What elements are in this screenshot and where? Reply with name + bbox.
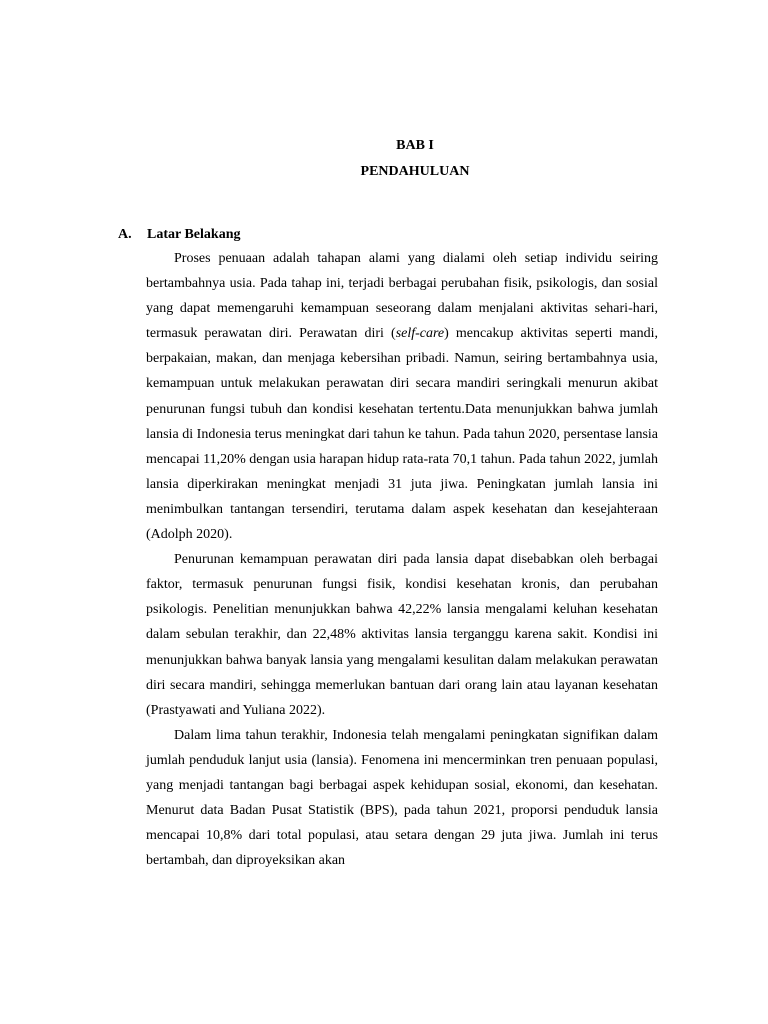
paragraph-3: Dalam lima tahun terakhir, Indonesia telah mengalami peningkatan signifikan dalam jumlah penduduk lanjut usia (lansia). Fenomena ini mencerminkan tren penuaan populasi, yang menjadi tantangan bagi berbagai aspek kehidupan sosial, ekonomi, dan kesehatan. Menurut data Badan Pusat Statistik (BPS), pada tahun 2021, proporsi penduduk lansia mencapai 10,8% dari total populasi, atau setara dengan 29 juta jiwa. Jumlah ini terus bertambah, dan diproyeksikan akan (146, 727, 658, 869)
section-heading (118, 226, 240, 244)
section-label: A. (118, 227, 132, 242)
paragraph-2: Penurunan kemampuan perawatan diri pada lansia dapat disebabkan oleh berbagai faktor, termasuk penurunan fungsi fisik, kondisi kesehatan kronis, dan perubahan psikologis. Penelitian menunjukkan bahwa 42,22% lansia mengalami keluhan kesehatan dalam sebulan terakhir, dan 22,48% aktivitas lansia terganggu karena sakit. Kondisi ini menunjukkan bahwa banyak lansia yang mengalami kesulitan dalam melakukan perawatan diri secara mandiri, sehingga memerlukan bantuan dari orang lain atau layanan kesehatan (Prastyawati and Yuliana 2022). (146, 552, 658, 718)
body-text (146, 246, 658, 873)
chapter-number: BAB I (396, 138, 434, 153)
chapter-title: PENDAHULUAN (360, 164, 470, 179)
paragraph-1-text-after: ) mencakup aktivitas seperti mandi, berpakaian, makan, dan menjaga kebersihan pribadi. Namun, seiring bertambahnya usia, kemampuan untuk melakukan perawatan diri secara mandiri seringkali menurun akibat penurunan fungsi tubuh dan kondisi kesehatan tertentu.Data menunjukkan bahwa jumlah lansia di Indonesia terus meningkat dari tahun ke tahun. Pada tahun 2020, persentase lansia mencapai 11,20% dengan usia harapan hidup rata-rata 70,1 tahun. Pada tahun 2022, jumlah lansia diperkirakan meningkat menjadi 31 juta jiwa. Peningkatan jumlah lansia ini menimbulkan tantangan tersendiri, terutama dalam aspek kesehatan dan kesejahteraan (Adolph 2020). (146, 326, 658, 543)
paragraph-1-italic-term: self-care (395, 326, 445, 342)
paragraph-1 (146, 246, 658, 547)
section-title: Latar Belakang (147, 227, 241, 242)
paragraph-1-text-before: Proses penuaan adalah tahapan alami yang dialami oleh setiap individu seiring bertambahnya usia. Pada tahap ini, terjadi berbagai perubahan fisik, psikologis, dan sosial yang dapat memengaruhi kemampuan seseorang dalam menjalani aktivitas sehari-hari, termasuk perawatan diri. Perawatan diri ( (146, 251, 658, 342)
